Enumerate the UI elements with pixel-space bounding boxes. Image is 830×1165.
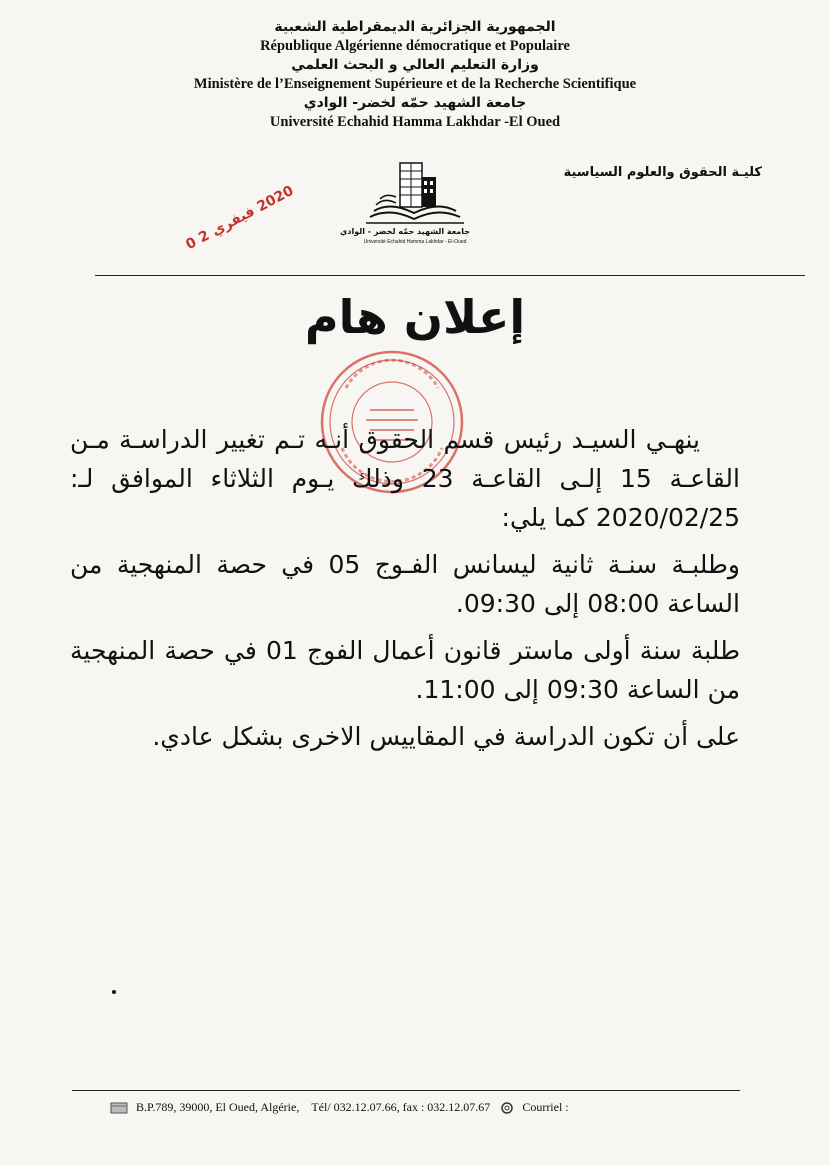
faculty-name: كليـة الحقوق والعلوم السياسية xyxy=(563,165,762,180)
university-fr: Université Echahid Hamma Lakhdar -El Oued xyxy=(269,114,561,130)
letterhead xyxy=(0,18,830,132)
footer-phone-fax: Tél/ 032.12.07.66, fax : 032.12.07.67 xyxy=(311,1100,491,1114)
announcement-title: إعلان هام xyxy=(304,290,526,344)
footer-address: B.P.789, 39000, El Oued, Algérie, xyxy=(136,1100,300,1114)
building-icon xyxy=(360,155,470,227)
footer-contact xyxy=(110,1100,790,1115)
mailbox-icon xyxy=(110,1102,128,1114)
logo-caption-ar: جامعة الشهيد حمّه لخضر - الوادي xyxy=(340,227,470,236)
university-ar: جامعة الشهيد حمّه لخضر- الوادي xyxy=(303,95,527,111)
body-paragraph-3: طلبة سنة أولى ماستر قانون أعمال الفوج 01 في حصة المنهجية من الساعة 09:30 إلى 11:00. xyxy=(70,636,740,704)
footer-email-label: Courriel : xyxy=(522,1100,569,1114)
republic-fr: République Algérienne démocratique et Populaire xyxy=(260,38,570,54)
email-icon xyxy=(498,1102,516,1114)
body-paragraph-2: وطلبـة سنـة ثانية ليسانس الفـوج 05 في حصة المنهجية من الساعة 08:00 إلى 09:30. xyxy=(70,550,741,618)
ministry-ar: وزارة التعليم العالي و البحث العلمي xyxy=(291,57,539,73)
ink-dot xyxy=(112,990,116,994)
university-logo xyxy=(340,155,470,250)
body-paragraph-4: على أن تكون الدراسة في المقاييس الاخرى بشكل عادي. xyxy=(152,722,740,751)
announcement-body xyxy=(70,420,740,764)
logo-caption-fr: Université Echahid Hamma Lakhdar - El-Oued xyxy=(363,239,467,245)
footer-divider xyxy=(72,1090,740,1091)
republic-ar: الجمهورية الجزائرية الديمقراطية الشعبية xyxy=(274,19,556,35)
body-paragraph-1: ينهـي السيـد رئيس قسم الحقوق أنـه تـم تغيير الدراسـة مـن القاعـة 15 إلـى القاعـة 23 وذلك يـوم الثلاثاء الموافق لـ: 2020/02/25 كما يلي: xyxy=(70,425,740,532)
date-stamp: 2020 فيفري 2 0 xyxy=(183,182,297,254)
ministry-fr: Ministère de l’Enseignement Supérieure et de la Recherche Scientifique xyxy=(193,76,637,92)
header-divider xyxy=(95,275,805,276)
